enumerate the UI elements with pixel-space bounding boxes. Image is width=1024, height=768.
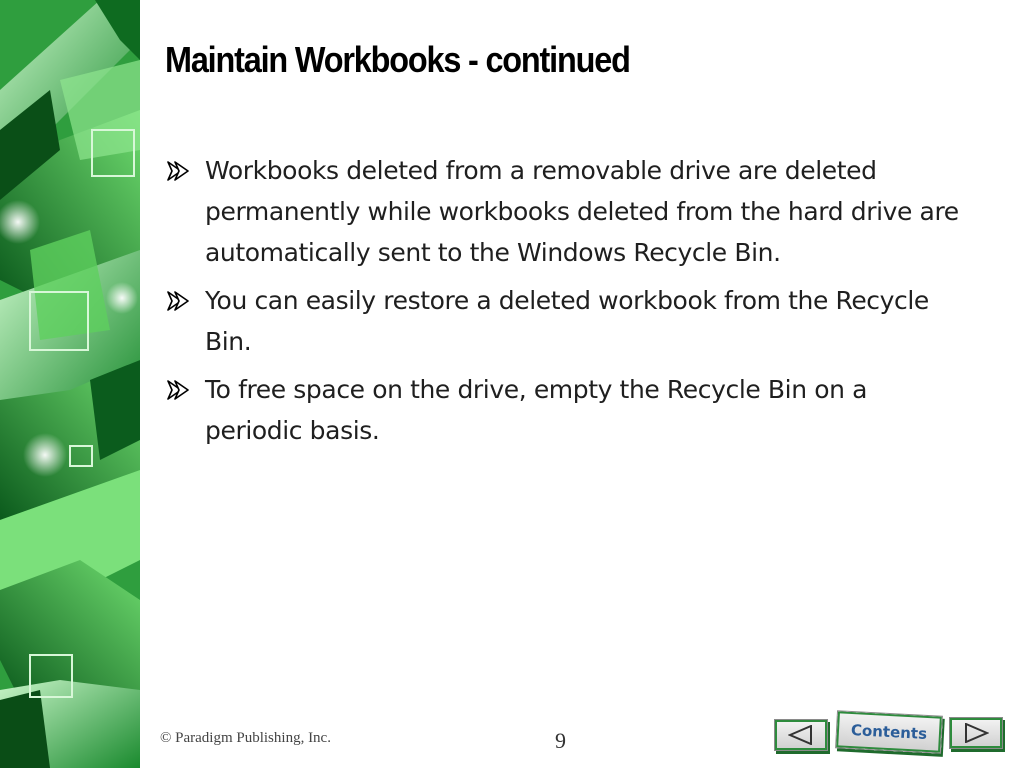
left-triangle-icon [788, 725, 814, 745]
arrow-bullet-icon [167, 291, 189, 311]
bullet-item [165, 280, 965, 362]
bullet-list [165, 150, 965, 458]
arrow-bullet-icon [167, 380, 189, 400]
decorative-green-crystal-sidebar [0, 0, 140, 768]
bullet-text: To free space on the drive, empty the Recycle Bin on a periodic basis. [205, 375, 868, 445]
slide-title: Maintain Workbooks - continued [165, 39, 630, 80]
arrow-bullet-icon [167, 161, 189, 181]
right-triangle-icon [963, 723, 989, 743]
previous-slide-button[interactable] [774, 719, 828, 751]
bullet-item [165, 369, 965, 451]
copyright-text: © Paradigm Publishing, Inc. [160, 730, 331, 746]
bullet-text: You can easily restore a deleted workbook from the Recycle Bin. [205, 286, 929, 356]
next-slide-button[interactable] [949, 717, 1003, 749]
bullet-text: Workbooks deleted from a removable drive are deleted permanently while workbooks deleted from the hard drive are automatically sent to the Windows Recycle Bin. [205, 156, 959, 267]
bullet-item [165, 150, 965, 273]
page-number: 9 [555, 728, 566, 753]
contents-button[interactable]: Contents [835, 710, 943, 753]
